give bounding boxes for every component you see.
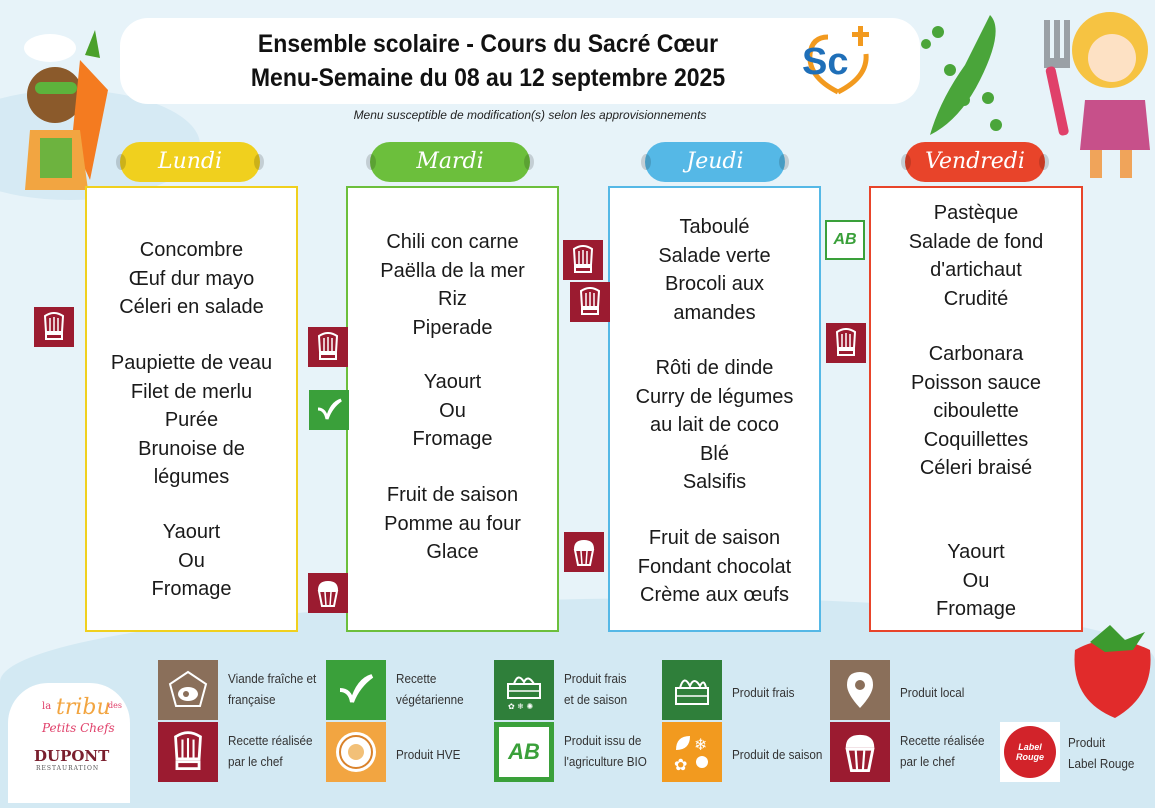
tribu-sub: Petits Chefs [42,721,115,735]
dish-item: Fromage [151,578,232,600]
dish-item: Yaourt [423,371,482,393]
vegetarian-leaf-icon [309,390,349,430]
desserts-block [348,481,557,567]
dish-item: Salsifis [682,471,747,493]
tribu-des: des [108,701,122,710]
dish-item: Fromage [412,428,493,450]
chef-hat-icon [570,282,610,322]
tribu-la: la [42,701,52,712]
page-title: Ensemble scolaire - Cours du Sacré Cœur [257,30,719,58]
dish-item: ciboulette [933,400,1019,422]
menu-column-lundi [85,186,298,632]
chef-hat-icon [158,722,218,782]
svg-text:✿ ❄ ✺: ✿ ❄ ✺ [508,702,534,711]
cupcake-icon [564,532,604,572]
girl-fork-illustration-icon [1030,0,1155,180]
svg-text:Sc: Sc [802,41,849,83]
dish-item: Fruit de saison [648,527,781,549]
week-title: Menu-Semaine du 08 au 12 septembre 2025 [250,64,726,92]
dish-item: Céleri braisé [919,457,1033,479]
legend-label-local: Produit local [900,685,965,700]
supply-notice: Menu susceptible de modification(s) selon les approvisionnements [353,108,707,122]
dish-item: Riz [438,288,467,310]
dish-item: Pomme au four [384,512,521,535]
fresh-crate-icon [662,660,722,720]
dish-item: Fromage [935,598,1017,620]
ab-legend-text: AB [508,739,540,764]
dish-item: Yaourt [162,521,221,543]
dish-item: Concombre [139,239,244,261]
legend-label-season: Produit de saison [732,747,823,762]
dish-item: Paëlla de la mer [380,259,525,282]
dupont-sub: RESTAURATION [36,765,100,772]
ab-badge-text: AB [833,231,857,248]
hve-seal-icon [326,722,386,782]
legend-label-bio: Produit issu de l'agriculture BIO [564,733,647,769]
menu-column-jeudi [608,186,821,632]
dish-item: Filet de merlu [130,380,253,403]
dish-item: Taboulé [679,216,750,238]
dish-item: légumes [153,466,230,488]
svg-text:❄: ❄ [694,735,708,754]
dish-item: Curry de légumes [635,385,794,408]
mains-block [87,349,296,492]
season-icon [662,722,722,782]
legend-label-dessert-chef: Recette réalisée par le chef [900,733,985,769]
location-pin-icon [830,660,890,720]
dish-item: Chili con carne [386,231,519,253]
tribu-logo [8,683,130,803]
chef-hat-icon [563,240,603,280]
label-rouge-badge-text: Label Rouge [1016,742,1044,762]
mains-block [871,340,1081,483]
legend-label-fresh: Produit frais [732,685,795,700]
starters-block [871,199,1081,313]
dish-item: Ou [439,399,466,422]
dish-item: Salade de fond [908,230,1044,253]
mains-block [348,228,557,342]
legend-label-chef: Recette réalisée par le chef [228,733,313,769]
school-logo-icon [798,22,878,102]
cupcake-icon [830,722,890,782]
day-header-mardi: Mardi [370,142,530,182]
desserts-block [87,518,296,604]
legend-label-fresh-seasonal: Produit frais et de saison [564,671,628,707]
dish-item: Œuf dur mayo [128,267,255,290]
chef-hat-icon [826,323,866,363]
dish-item: Ou [178,549,205,572]
dish-item: Brocoli aux [665,273,764,295]
dupont-name: DUPONT [34,747,110,765]
peas-illustration-icon [910,10,1005,140]
starters-block [87,236,296,322]
dish-item: Crème aux œufs [640,584,789,606]
legend-label-meat: Viande fraîche et française [228,671,317,707]
dish-item: d'artichaut [930,259,1022,281]
dish-item: Paupiette de veau [110,352,273,374]
dairy-block [871,538,1081,624]
strawberry-illustration-icon [1065,620,1155,720]
dish-item: Brunoise de [138,437,245,460]
fresh-seasonal-crate-icon [494,660,554,720]
dish-item: Crudité [943,287,1009,310]
legend-label-hve: Produit HVE [396,747,461,762]
dish-item: Pastèque [933,202,1019,224]
dish-item: Rôti de dinde [655,357,774,379]
svg-text:✿: ✿ [674,755,688,774]
menu-column-vendredi [869,186,1083,632]
dish-item: Fondant chocolat [637,555,792,578]
dish-item: Glace [426,541,479,563]
vegetarian-leaf-icon [326,660,386,720]
day-header-lundi: Lundi [120,142,260,182]
carrot-kid-illustration-icon [10,20,115,195]
dish-item: Poisson sauce [910,371,1042,394]
dish-item: Céleri en salade [119,296,264,318]
menu-column-mardi [346,186,559,632]
dairy-block [348,368,557,454]
dish-item: au lait de coco [650,414,779,436]
day-header-vendredi: Vendredi [905,142,1045,182]
dish-item: Carbonara [928,343,1024,365]
meat-icon [158,660,218,720]
mains-block [610,354,819,497]
dish-item: Purée [164,409,219,431]
dish-item: Salade verte [658,244,771,267]
chef-hat-icon [34,307,74,347]
tribu-main: tribu [56,695,111,720]
chef-hat-icon [308,327,348,367]
ab-bio-icon [825,220,865,260]
dish-item: Coquillettes [923,428,1029,451]
legend-label-label-rouge: Produit Label Rouge [1068,735,1135,771]
day-header-jeudi: Jeudi [645,142,785,182]
ab-bio-icon [494,722,554,782]
cupcake-icon [308,573,348,613]
dish-item: Fruit de saison [386,484,519,506]
starters-block [610,213,819,327]
dish-item: Piperade [412,316,493,339]
desserts-block [610,524,819,610]
dish-item: amandes [673,301,756,324]
label-rouge-icon [1000,722,1060,782]
dish-item: Yaourt [947,541,1005,563]
legend-label-vegetarian: Recette végétarienne [396,671,464,707]
dish-item: Blé [700,442,729,465]
dish-item: Ou [962,569,990,592]
